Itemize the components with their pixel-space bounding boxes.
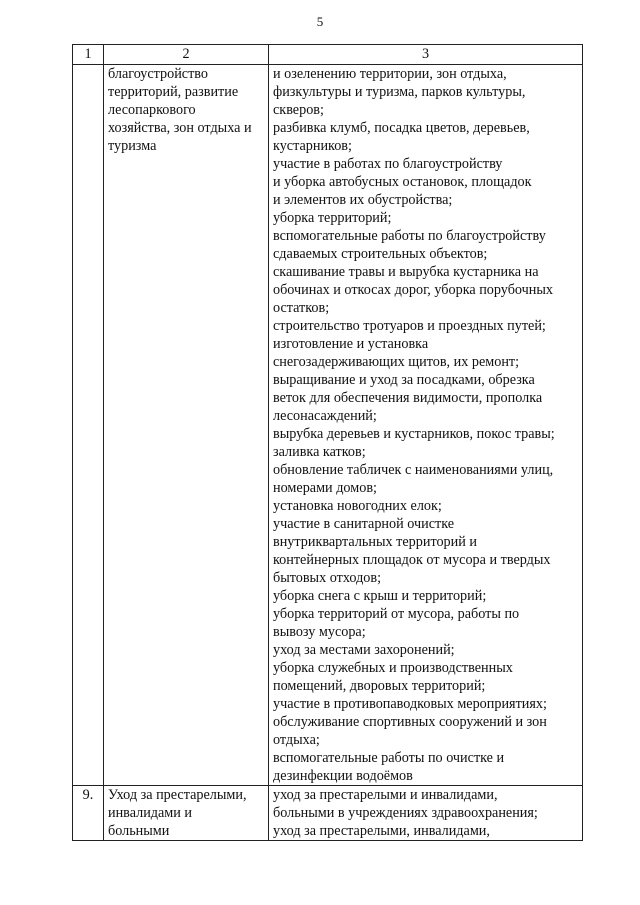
header-cell-3: 3: [269, 45, 583, 65]
work-type-line: больными в учреждениях здравоохранения;: [273, 805, 538, 821]
work-type-line: установка новогодних елок;: [273, 498, 442, 514]
work-type-line: вырубка деревьев и кустарников, покос травы;: [273, 426, 555, 442]
work-type-line: внутриквартальных территорий и: [273, 534, 477, 550]
work-type-line: уход за престарелыми и инвалидами,: [273, 787, 498, 803]
header-cell-2: 2: [104, 45, 269, 65]
work-type-line: уборка снега с крыш и территорий;: [273, 588, 487, 604]
work-type-line: веток для обеспечения видимости, прополка: [273, 390, 543, 406]
row-number-cell: 9.: [73, 786, 104, 841]
work-type-line: уборка служебных и производственных: [273, 660, 513, 676]
work-type-line: изготовление и установка: [273, 336, 429, 352]
work-type-line: и уборка автобусных остановок, площадок: [273, 174, 532, 190]
table-header-row: [73, 45, 583, 65]
activity-name-line: Уход за престарелыми,: [108, 787, 247, 803]
work-type-line: обновление табличек с наименованиями улиц,: [273, 462, 554, 478]
work-type-line: скверов;: [273, 102, 324, 118]
activity-name-line: лесопаркового: [108, 102, 196, 118]
work-type-line: участие в работах по благоустройству: [273, 156, 503, 172]
work-type-line: вспомогательные работы по очистке и: [273, 750, 505, 766]
work-type-line: кустарников;: [273, 138, 352, 154]
activity-name-line: хозяйства, зон отдыха и: [108, 120, 252, 136]
work-type-line: контейнерных площадок от мусора и твердых: [273, 552, 551, 568]
work-types-cell: [269, 786, 583, 841]
work-type-line: бытовых отходов;: [273, 570, 382, 586]
activity-name-cell: [104, 786, 269, 841]
work-type-line: лесонасаждений;: [273, 408, 377, 424]
work-type-line: уход за престарелыми, инвалидами,: [273, 823, 490, 839]
header-cell-1: 1: [73, 45, 104, 65]
work-type-line: и озеленению территории, зон отдыха,: [273, 66, 507, 82]
work-type-line: заливка катков;: [273, 444, 366, 460]
work-type-line: разбивка клумб, посадка цветов, деревьев,: [273, 120, 530, 136]
work-type-line: скашивание травы и вырубка кустарника на: [273, 264, 539, 280]
work-type-line: отдыха;: [273, 732, 320, 748]
work-type-line: уход за местами захоронений;: [273, 642, 455, 658]
work-types-cell: [269, 65, 583, 786]
activity-name-line: туризма: [108, 138, 157, 154]
work-type-line: строительство тротуаров и проездных путей;: [273, 318, 546, 334]
work-type-line: помещений, дворовых территорий;: [273, 678, 486, 694]
work-type-line: уборка территорий;: [273, 210, 392, 226]
activity-name-line: инвалидами и: [108, 805, 193, 821]
work-type-line: дезинфекции водоёмов: [273, 768, 413, 784]
activity-name-cell: [104, 65, 269, 786]
work-type-line: физкультуры и туризма, парков культуры,: [273, 84, 526, 100]
table-body: [73, 65, 583, 841]
work-type-line: выращивание и уход за посадками, обрезка: [273, 372, 535, 388]
work-type-line: сдаваемых строительных объектов;: [273, 246, 488, 262]
table-row: [73, 786, 583, 841]
work-type-line: участие в противопаводковых мероприятиях;: [273, 696, 547, 712]
work-type-line: номерами домов;: [273, 480, 377, 496]
activity-name-line: территорий, развитие: [108, 84, 239, 100]
work-type-line: остатков;: [273, 300, 330, 316]
work-type-line: вспомогательные работы по благоустройству: [273, 228, 546, 244]
row-number-cell: [73, 65, 104, 786]
work-type-line: обочинах и откосах дорог, уборка порубочных: [273, 282, 554, 298]
table-row: [73, 65, 583, 786]
work-type-line: вывозу мусора;: [273, 624, 366, 640]
activity-name-line: благоустройство: [108, 66, 208, 82]
work-type-line: снегозадерживающих щитов, их ремонт;: [273, 354, 520, 370]
document-table: [72, 44, 583, 841]
work-type-line: участие в санитарной очистке: [273, 516, 455, 532]
page-number: 5: [316, 14, 324, 29]
work-type-line: и элементов их обустройства;: [273, 192, 453, 208]
activity-name-line: больными: [108, 823, 170, 839]
work-type-line: уборка территорий от мусора, работы по: [273, 606, 520, 622]
work-type-line: обслуживание спортивных сооружений и зон: [273, 714, 547, 730]
